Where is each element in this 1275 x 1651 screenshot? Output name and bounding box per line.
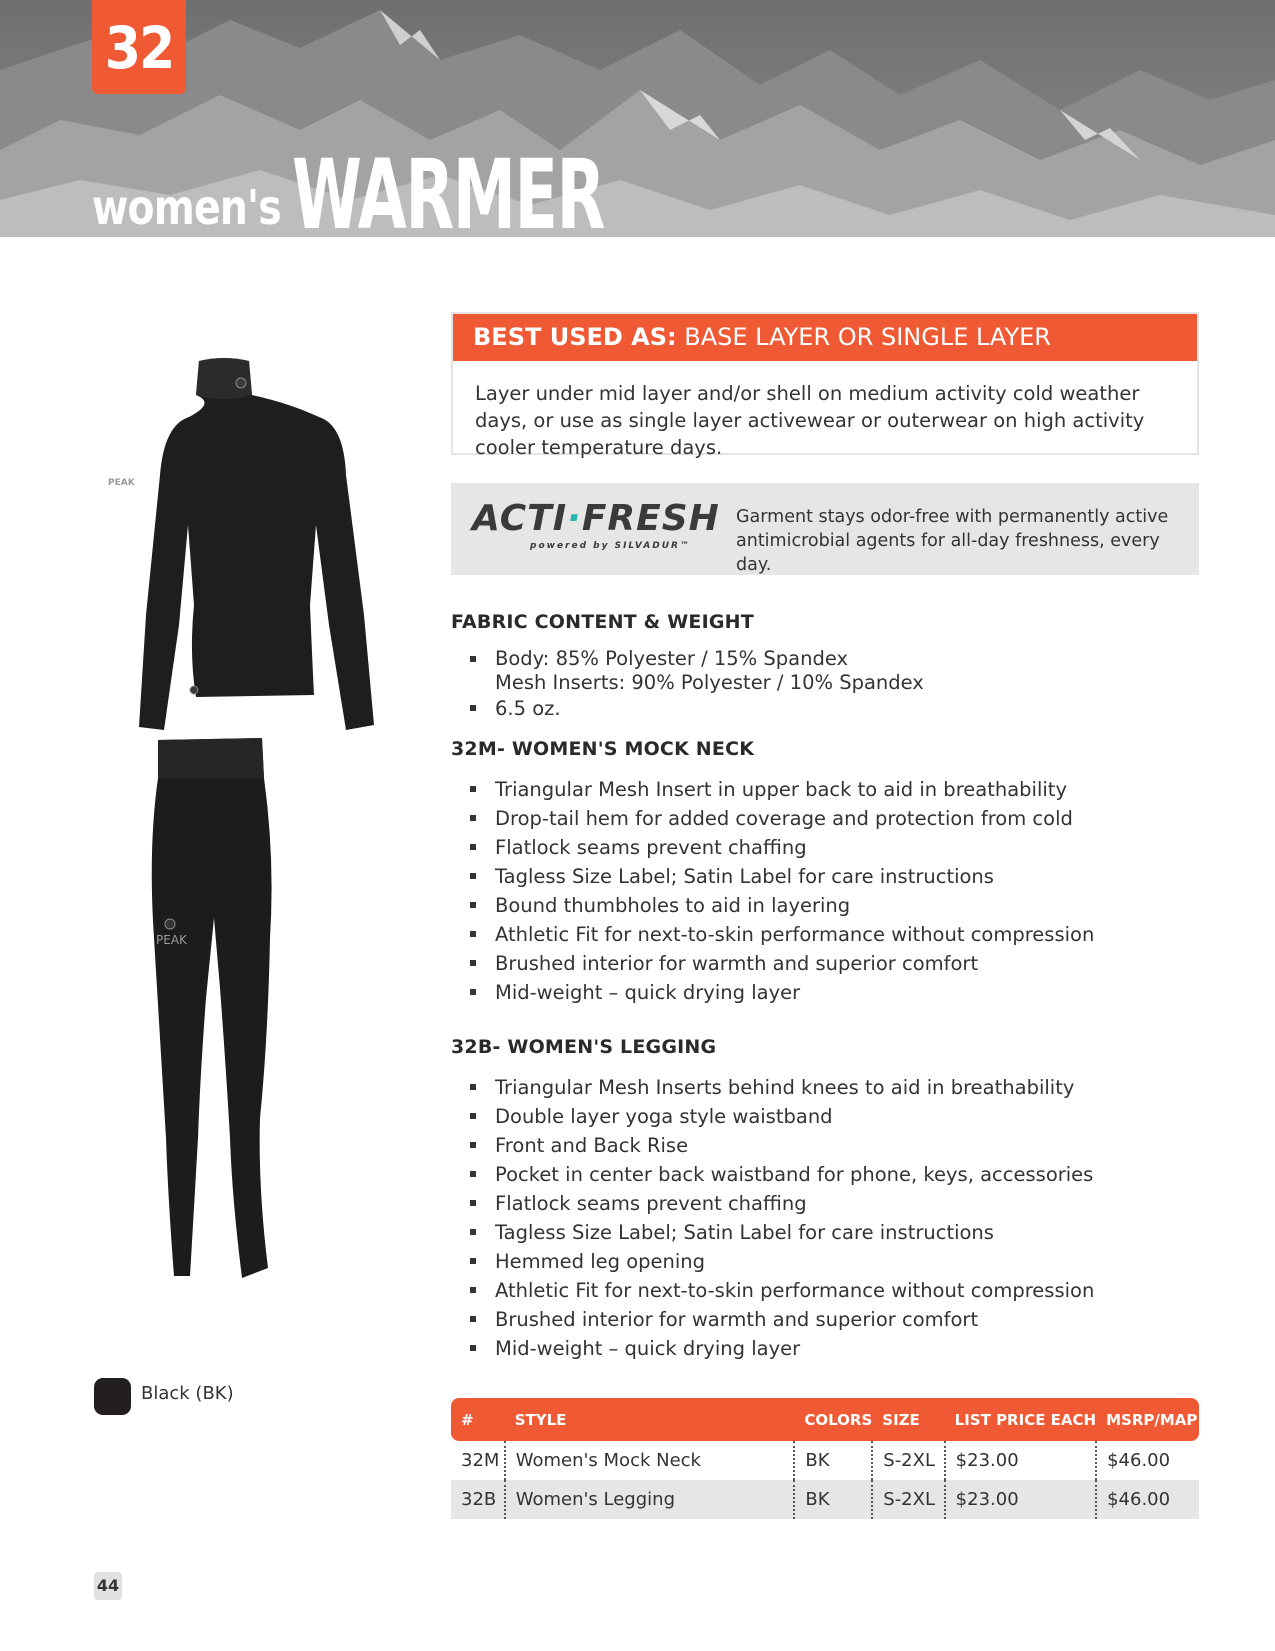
list-item: Mid-weight – quick drying layer [470,1334,1094,1363]
col-header-number: # [451,1398,505,1441]
table-cell: 32M [461,1450,500,1471]
table-row [451,1480,1199,1519]
mock-neck-heading: 32M- WOMEN'S MOCK NECK [451,738,755,760]
mock-neck-shirt-image [84,355,384,755]
table-cell: $46.00 [1096,1480,1199,1519]
best-used-description: Layer under mid layer and/or shell on medium activity cold weather days, or use as single layer activewear or outerwear on high activity cooler temperature days. [475,382,1145,459]
page-number: 44 [94,1572,122,1600]
list-item: Bound thumbholes to aid in layering [470,891,1094,920]
col-header-msrp: MSRP/MAP [1096,1398,1199,1441]
page-title-prefix: women's [92,180,281,236]
list-item: Body: 85% Polyester / 15% Spandex Mesh Inserts: 90% Polyester / 10% Spandex [470,647,924,694]
color-swatch-black [94,1378,131,1415]
col-header-style: STYLE [505,1398,795,1441]
table-cell: BK [794,1441,872,1480]
fabric-list [470,647,924,723]
actifresh-description: Garment stays odor-free with permanently active antimicrobial agents for all-day freshness, every day. [736,507,1169,575]
table-cell: BK [794,1480,872,1519]
legging-list [470,1073,1094,1363]
table-cell: S-2XL [872,1441,944,1480]
col-header-size: SIZE [872,1398,944,1441]
section-number-badge: 32 [92,0,186,94]
list-item: Tagless Size Label; Satin Label for care instructions [470,1218,1094,1247]
table-cell: $23.00 [945,1480,1096,1519]
actifresh-logo-dot: · [567,498,582,539]
table-cell: Women's Mock Neck [505,1441,795,1480]
table-header-row [451,1398,1199,1441]
list-item: Athletic Fit for next-to-skin performance without compression [470,920,1094,949]
shirt-logo: PEAK [108,478,135,488]
color-swatch-label: Black (BK) [141,1383,234,1404]
page-title: WARMER [292,139,605,251]
list-item: Triangular Mesh Inserts behind knees to aid in breathability [470,1073,1094,1102]
actifresh-logo-left: ACTI [472,498,568,539]
best-used-label: BEST USED AS: [473,323,677,351]
list-item: Mid-weight – quick drying layer [470,978,1094,1007]
pants-logo: PEAK [156,933,187,947]
table-cell: $46.00 [1096,1441,1199,1480]
actifresh-logo-subtitle: powered by SILVADUR™ [530,541,691,551]
col-header-list-price: LIST PRICE EACH [945,1398,1096,1441]
legging-heading: 32B- WOMEN'S LEGGING [451,1036,717,1058]
list-item: 6.5 oz. [470,694,924,723]
list-item: Pocket in center back waistband for phone, keys, accessories [470,1160,1094,1189]
list-item: Brushed interior for warmth and superior comfort [470,949,1094,978]
best-used-value: BASE LAYER OR SINGLE LAYER [684,323,1051,351]
list-item: Triangular Mesh Insert in upper back to aid in breathability [470,775,1094,804]
list-item: Double layer yoga style waistband [470,1102,1094,1131]
best-used-heading [453,314,1197,361]
legging-pants-image [140,738,330,1283]
list-item: Athletic Fit for next-to-skin performance without compression [470,1276,1094,1305]
table-cell: S-2XL [872,1480,944,1519]
actifresh-logo [472,498,720,540]
list-item: Flatlock seams prevent chaffing [470,833,1094,862]
table-row [451,1441,1199,1480]
list-item: Front and Back Rise [470,1131,1094,1160]
list-item: Tagless Size Label; Satin Label for care instructions [470,862,1094,891]
fabric-heading: FABRIC CONTENT & WEIGHT [451,611,754,633]
list-item: Hemmed leg opening [470,1247,1094,1276]
style-table [451,1398,1199,1519]
list-item: Brushed interior for warmth and superior comfort [470,1305,1094,1334]
list-item: Flatlock seams prevent chaffing [470,1189,1094,1218]
actifresh-logo-right: FRESH [581,498,720,539]
table-cell: Women's Legging [505,1480,795,1519]
list-item: Drop-tail hem for added coverage and protection from cold [470,804,1094,833]
table-cell: $23.00 [945,1441,1096,1480]
mock-neck-list [470,775,1094,1007]
col-header-colors: COLORS [794,1398,872,1441]
table-cell: 32B [451,1480,505,1519]
